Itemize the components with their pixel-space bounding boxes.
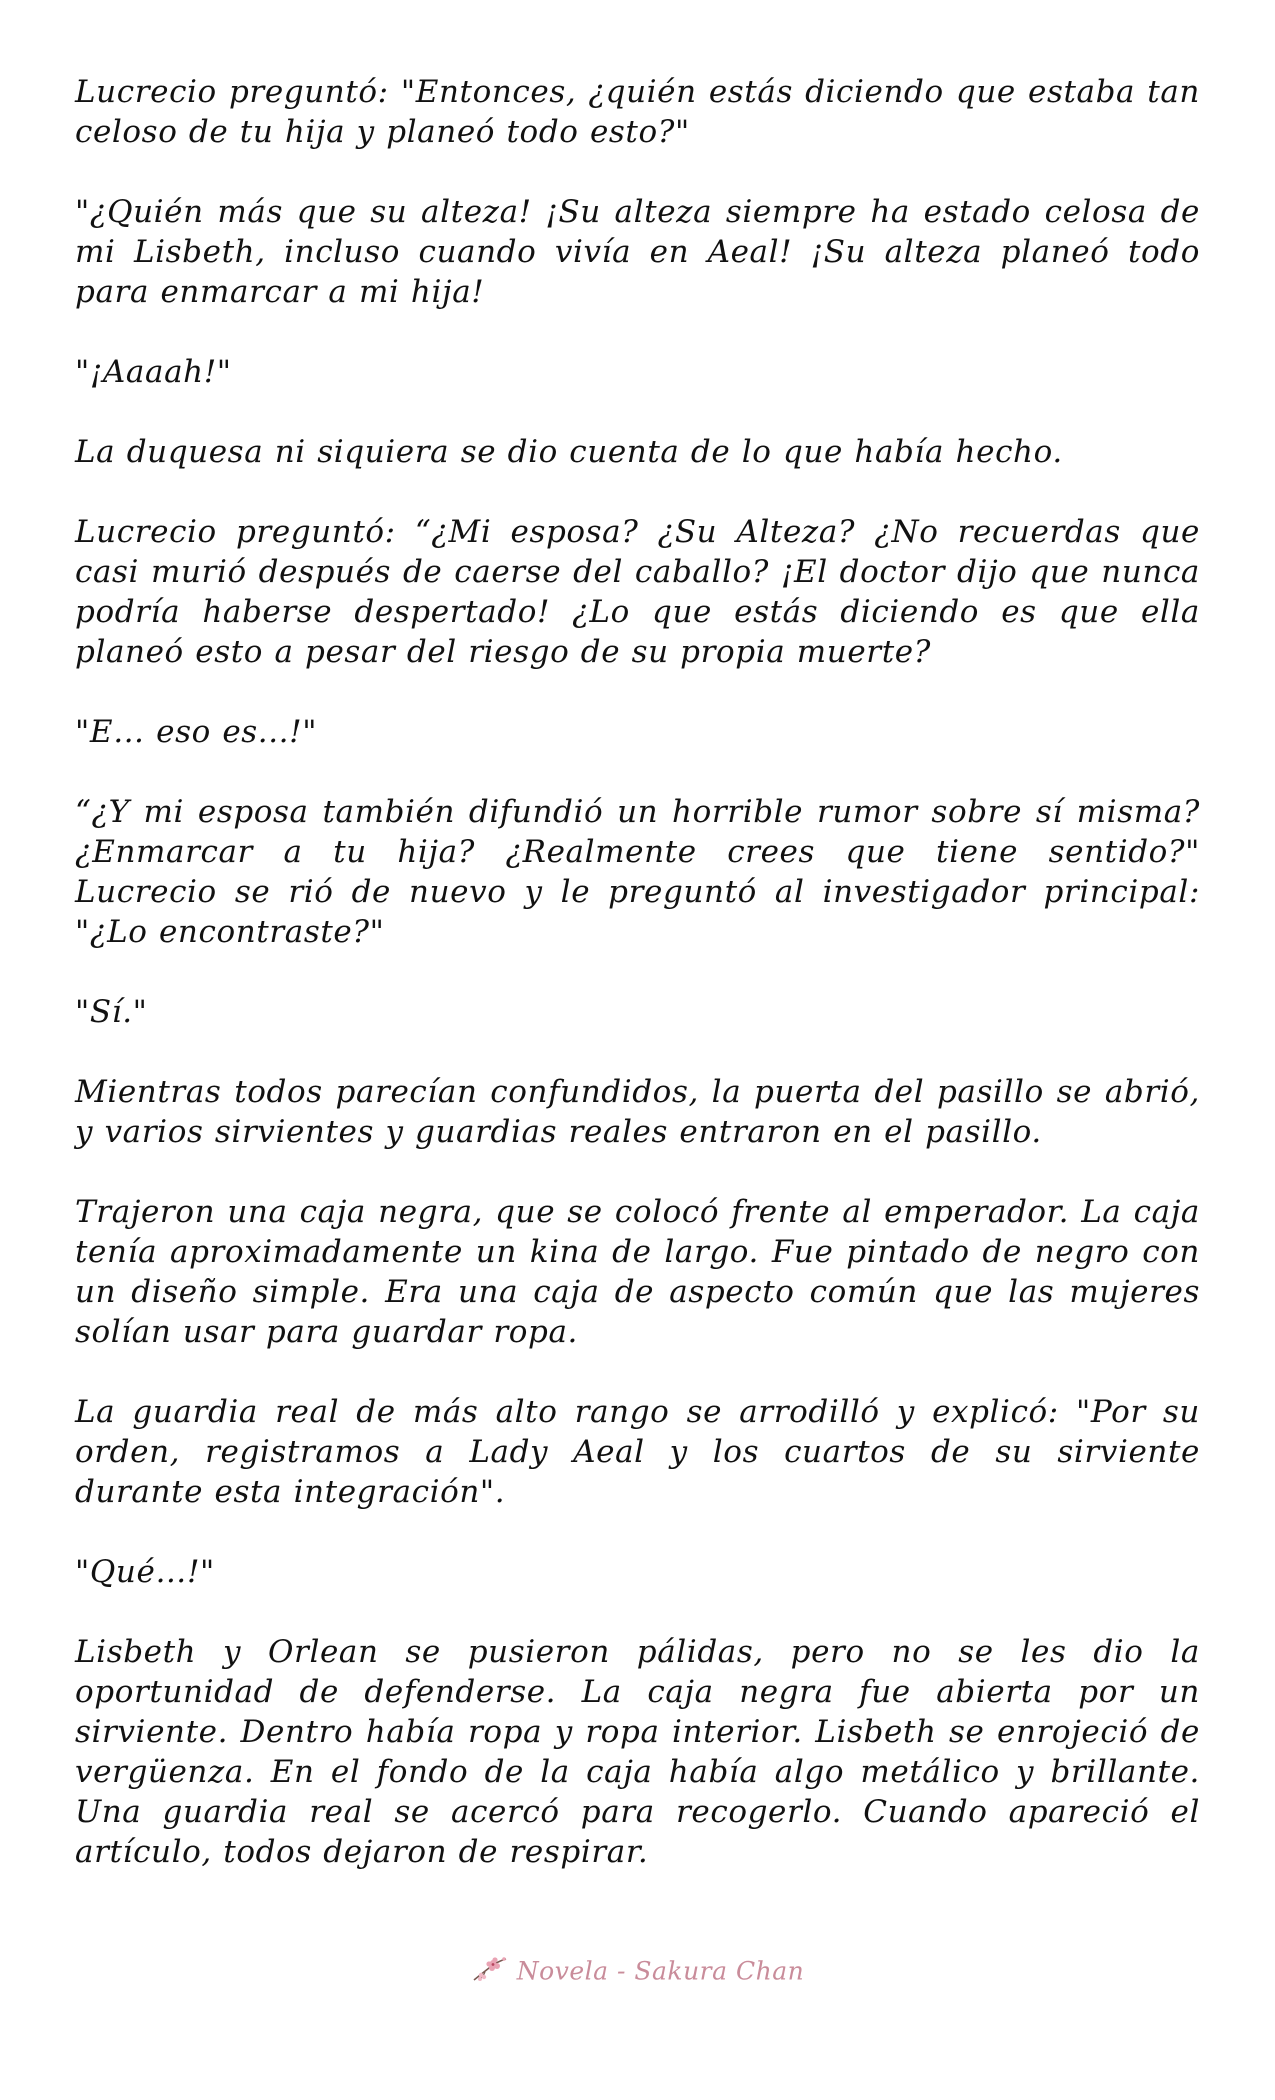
paragraph-5: Lucrecio preguntó: “¿Mi esposa? ¿Su Alteza? ¿No recuerdas que casi murió después de caerse del caballo? ¡El doctor dijo que nunca podría haberse despertado! ¿Lo que estás diciendo es que ella planeó esto a pesar del riesgo de su propia muerte?: [75, 514, 1200, 670]
paragraph-2: "¿Quién más que su alteza! ¡Su alteza siempre ha estado celosa de mi Lisbeth, incluso cuando vivía en Aeal! ¡Su alteza planeó todo para enmarcar a mi hija!: [75, 194, 1200, 310]
paragraph-13: Lisbeth y Orlean se pusieron pálidas, pero no se les dio la oportunidad de defenderse. La caja negra fue abierta por un sirviente. Dentro había ropa y ropa interior. Lisbeth se enrojeció de vergüenza. En el fondo de la caja había algo metálico y brillante. Una guardia real se acercó para recogerlo. Cuando apareció el artículo, todos dejaron de respirar.: [75, 1634, 1200, 1870]
paragraph-9: Mientras todos parecían confundidos, la puerta del pasillo se abrió, y varios sirvientes y guardias reales entraron en el pasillo.: [75, 1074, 1200, 1150]
paragraph-3: "¡Aaaah!": [75, 354, 232, 390]
paragraph-11: La guardia real de más alto rango se arrodilló y explicó: "Por su orden, registramos a Lady Aeal y los cuartos de su sirviente durante esta integración".: [75, 1394, 1200, 1510]
paragraph-12: "Qué…!": [75, 1554, 215, 1590]
document-body: [75, 72, 1200, 1912]
footer-text: Novela - Sakura Chan: [516, 1956, 805, 1986]
paragraph-10: Trajeron una caja negra, que se colocó frente al emperador. La caja tenía aproximadamente un kina de largo. Fue pintado de negro con un diseño simple. Era una caja de aspecto común que las mujeres solían usar para guardar ropa.: [75, 1194, 1200, 1350]
footer-watermark: [0, 1955, 1275, 1991]
paragraph-6: "E… eso es...!": [75, 714, 318, 750]
paragraph-1: Lucrecio preguntó: "Entonces, ¿quién estás diciendo que estaba tan celoso de tu hija y planeó todo esto?": [75, 74, 1200, 150]
cherry-blossom-icon: [471, 1955, 509, 1991]
paragraph-8: "Sí.": [75, 994, 148, 1030]
paragraph-7: “¿Y mi esposa también difundió un horrible rumor sobre sí misma? ¿Enmarcar a tu hija? ¿Realmente crees que tiene sentido?" Lucrecio se rió de nuevo y le preguntó al investigador principal: "¿Lo encontraste?": [75, 794, 1200, 950]
paragraph-4: La duquesa ni siquiera se dio cuenta de lo que había hecho.: [75, 434, 1063, 470]
